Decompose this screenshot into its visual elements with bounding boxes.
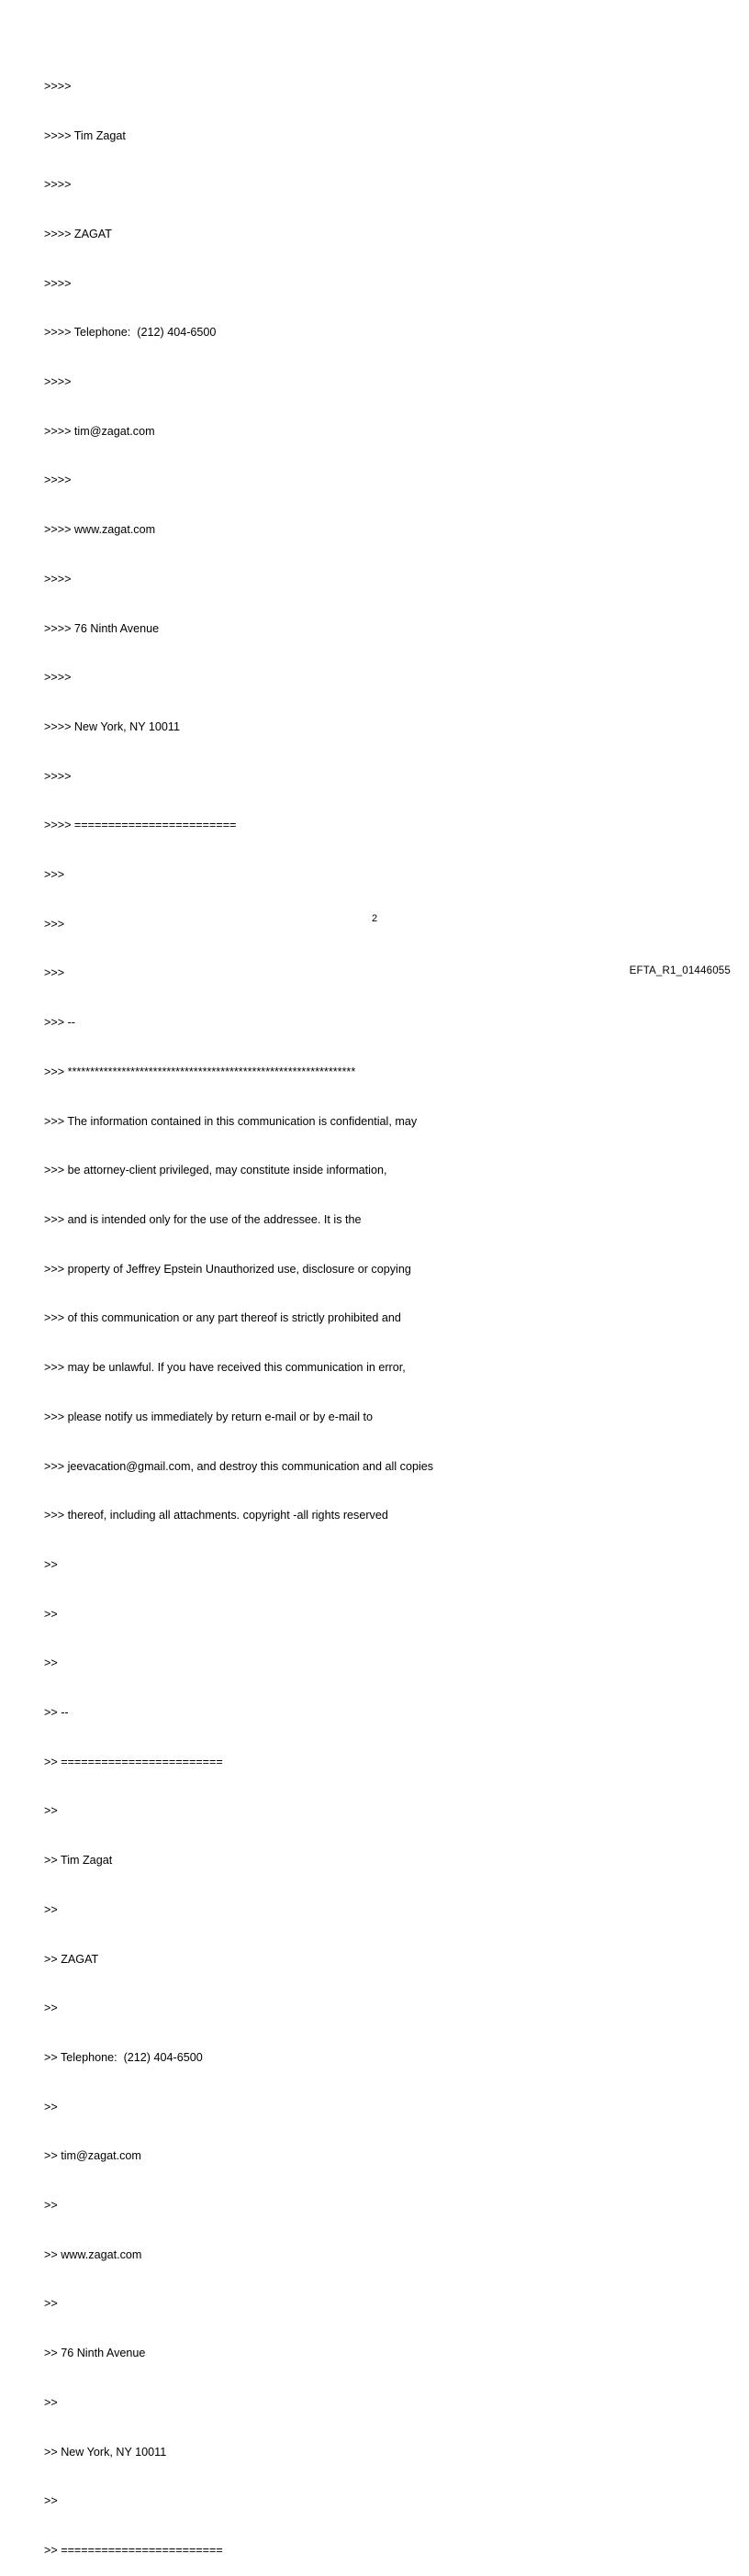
text-line: >> New York, NY 10011 xyxy=(44,2445,167,2459)
text-line: >>>> xyxy=(44,769,72,783)
text-line: >> Telephone: (212) 404-6500 xyxy=(44,2050,203,2064)
text-line: >> ======================== xyxy=(44,1755,223,1768)
text-line: >>> -- xyxy=(44,1016,75,1030)
text-line: >>> **************************************************************** xyxy=(44,1065,356,1078)
text-line: >>> be attorney-client privileged, may constitute inside information, xyxy=(44,1164,387,1177)
text-line: >> xyxy=(44,1557,58,1571)
page-number: 2 xyxy=(371,913,378,924)
text-line: >> xyxy=(44,2002,58,2015)
text-line: >>> and is intended only for the use of the addressee. It is the xyxy=(44,1212,362,1226)
text-line: >> www.zagat.com xyxy=(44,2247,142,2261)
text-line: >>>> Telephone: (212) 404-6500 xyxy=(44,326,217,340)
text-line: >>> please notify us immediately by return e-mail or by e-mail to xyxy=(44,1410,374,1423)
text-line: >>>> New York, NY 10011 xyxy=(44,719,180,733)
bates-number: EFTA_R1_01446055 xyxy=(629,965,731,976)
text-line: >>>> ======================== xyxy=(44,819,237,832)
text-line: >>> xyxy=(44,966,65,980)
text-line: >> xyxy=(44,1656,58,1670)
text-line: >> 76 Ninth Avenue xyxy=(44,2347,146,2360)
text-line: >> xyxy=(44,2199,58,2213)
text-line: >>>> ZAGAT xyxy=(44,227,112,240)
text-line: >>>> Tim Zagat xyxy=(44,128,126,142)
text-line: >>>> 76 Ninth Avenue xyxy=(44,621,160,635)
text-line: >> xyxy=(44,2494,58,2508)
text-line: >>> The information contained in this communication is confidential, may xyxy=(44,1114,418,1128)
text-line: >>> of this communication or any part thereof is strictly prohibited and xyxy=(44,1311,401,1325)
text-line: >>> thereof, including all attachments. copyright -all rights reserved xyxy=(44,1509,388,1522)
text-line: >>> property of Jeffrey Epstein Unauthorized use, disclosure or copying xyxy=(44,1262,411,1276)
text-line: >>>> xyxy=(44,572,72,585)
text-line: >>>> www.zagat.com xyxy=(44,523,156,537)
text-line: >>>> xyxy=(44,671,72,685)
text-line: >>>> tim@zagat.com xyxy=(44,424,155,438)
text-line: >> ZAGAT xyxy=(44,1952,99,1966)
text-line: >>> xyxy=(44,917,65,931)
text-line: >> xyxy=(44,1902,58,1916)
text-line: >> xyxy=(44,2395,58,2409)
text-line: >> xyxy=(44,2297,58,2311)
text-line: >>>> xyxy=(44,474,72,487)
text-line: >> xyxy=(44,2100,58,2113)
text-line: >>>> xyxy=(44,375,72,389)
text-line: >>>> xyxy=(44,79,72,93)
text-line: >>>> xyxy=(44,178,72,192)
text-line: >> xyxy=(44,1607,58,1621)
text-line: >> xyxy=(44,1804,58,1818)
text-line: >> Tim Zagat xyxy=(44,1854,113,1868)
text-line: >> ======================== xyxy=(44,2543,223,2557)
text-line: >> -- xyxy=(44,1706,69,1720)
text-line: >>> xyxy=(44,868,65,882)
text-line: >>>> xyxy=(44,276,72,290)
email-body xyxy=(44,46,705,2576)
text-line: >> tim@zagat.com xyxy=(44,2149,141,2163)
text-line: >>> may be unlawful. If you have received this communication in error, xyxy=(44,1361,406,1375)
text-line: >>> jeevacation@gmail.com, and destroy this communication and all copies xyxy=(44,1459,434,1473)
